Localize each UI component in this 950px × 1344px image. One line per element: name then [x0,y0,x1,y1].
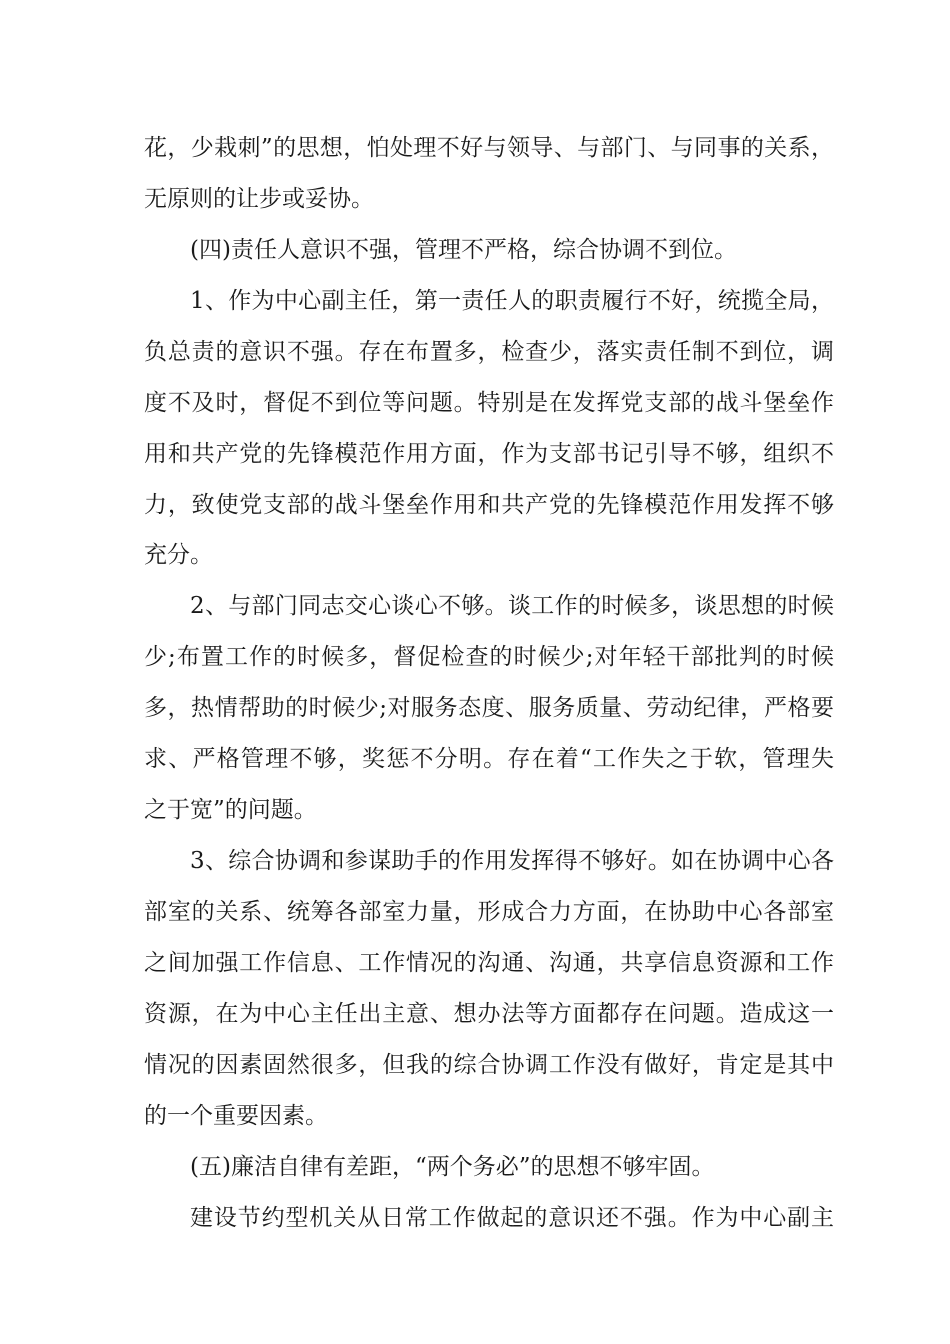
text-line-13: 求、严格管理不够，奖惩不分明。存在着“工作失之于软，管理失 [144,746,834,772]
text-line-18: 资源，在为中心主任出主意、想办法等方面都存在问题。造成这一 [144,1001,834,1027]
text-line-22: 建设节约型机关从日常工作做起的意识还不强。作为中心副主 [190,1205,834,1231]
text-line-11: 少;布置工作的时候多，督促检查的时候少;对年轻干部批判的时候 [144,644,834,670]
text-line-19: 情况的因素固然很多，但我的综合协调工作没有做好，肯定是其中 [144,1052,834,1078]
text-line-1: 花，少栽刺”的思想，怕处理不好与领导、与部门、与同事的关系， [144,135,834,161]
section-heading-5: (五)廉洁自律有差距，“两个务必”的思想不够牢固。 [190,1154,715,1180]
text-line-17: 之间加强工作信息、工作情况的沟通、沟通，共享信息资源和工作 [144,950,834,976]
text-line-12: 多，热情帮助的时候少;对服务态度、服务质量、劳动纪律，严格要 [144,695,834,721]
text-line-16: 部室的关系、统筹各部室力量，形成合力方面，在协助中心各部室 [144,899,834,925]
text-line-20: 的一个重要因素。 [144,1103,328,1129]
text-line-6: 度不及时，督促不到位等问题。特别是在发挥党支部的战斗堡垒作 [144,390,834,416]
text-line-7: 用和共产党的先锋模范作用方面，作为支部书记引导不够，组织不 [144,441,834,467]
text-line-15: 3、综合协调和参谋助手的作用发挥得不够好。如在协调中心各 [190,848,834,874]
section-heading-4: (四)责任人意识不强，管理不严格，综合协调不到位。 [190,237,737,263]
text-line-8: 力，致使党支部的战斗堡垒作用和共产党的先锋模范作用发挥不够 [144,492,834,518]
text-line-10: 2、与部门同志交心谈心不够。谈工作的时候多，谈思想的时候 [190,593,834,619]
text-line-5: 负总责的意识不强。存在布置多，检查少，落实责任制不到位，调 [144,339,834,365]
text-line-4: 1、作为中心副主任，第一责任人的职责履行不好，统揽全局， [190,288,834,314]
text-line-9: 充分。 [144,542,213,568]
text-line-2: 无原则的让步或妥协。 [144,186,374,212]
text-line-14: 之于宽”的问题。 [144,797,317,823]
